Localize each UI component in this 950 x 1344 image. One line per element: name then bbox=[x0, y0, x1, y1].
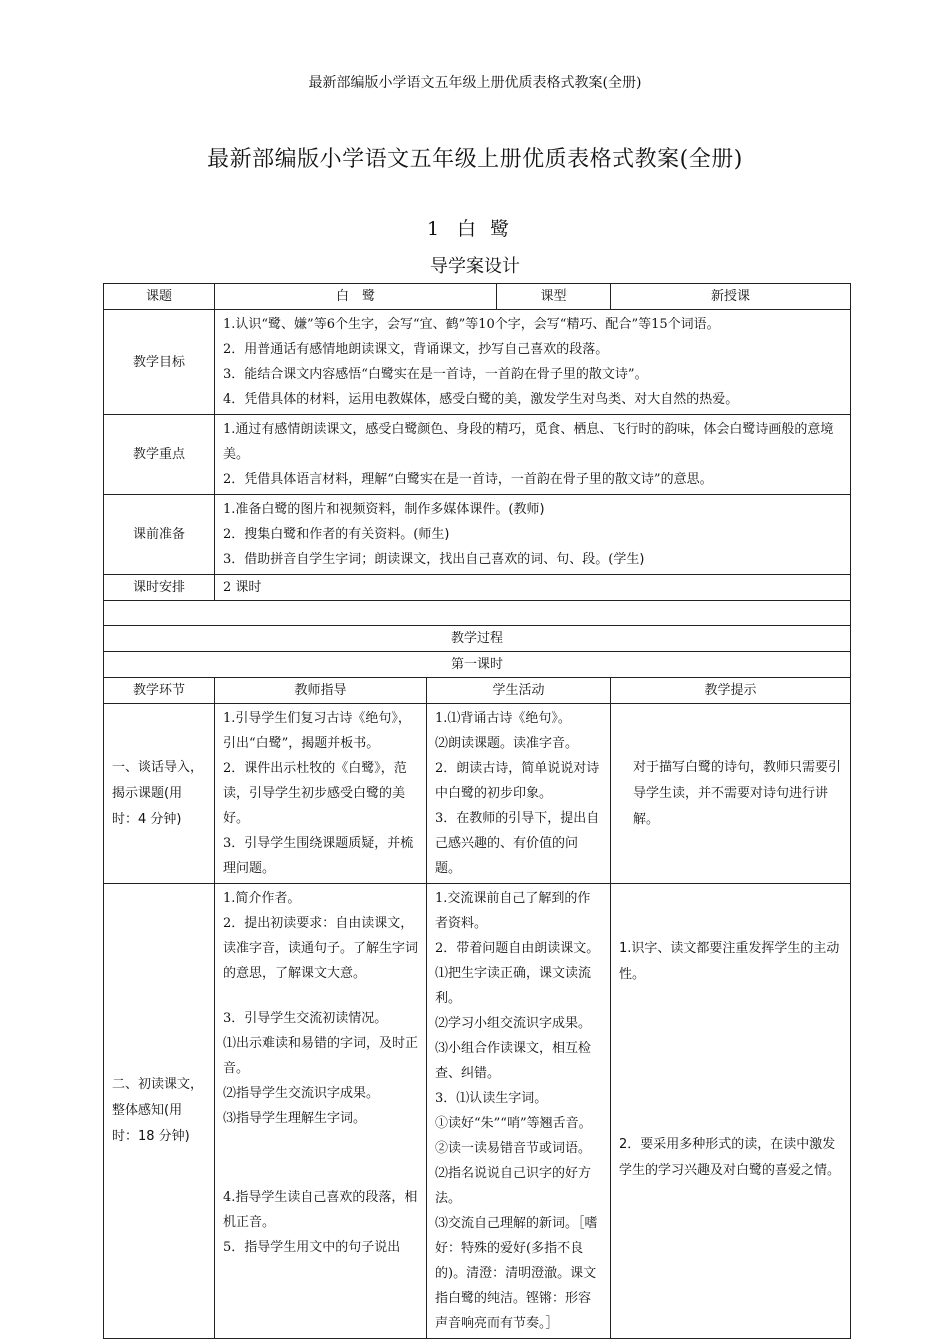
stage-name: 二、初读课文， 整体感知(用 时：18 分钟) bbox=[104, 884, 215, 1339]
student-item: ②读一读易错音节或词语。 bbox=[435, 1141, 592, 1156]
period-title: 第一课时 bbox=[104, 652, 851, 678]
student-item: ①读好“朱”“哨”等翘舌音。 bbox=[435, 1116, 592, 1131]
student-item: 2．带着问题自由朗读课文。 bbox=[435, 941, 600, 956]
teacher-item: ⑴出示难读和易错的字词，及时正音。 bbox=[223, 1036, 419, 1076]
student-item: ⑶小组合作读课文，相互检查、纠错。 bbox=[435, 1041, 592, 1081]
student-item: 1.⑴背诵古诗《绝句》。 bbox=[435, 711, 571, 726]
objective-item: 2．用普通话有感情地朗读课文，背诵课文，抄写自己喜欢的段落。 bbox=[223, 342, 609, 357]
topic-value: 白 鹭 bbox=[215, 284, 497, 310]
student-activity bbox=[427, 884, 611, 1339]
student-item: 3．在教师的引导下，提出自己感兴趣的、有价值的问题。 bbox=[435, 811, 600, 876]
teacher-item: 1.引导学生们复习古诗《绝句》，引出“白鹭”，揭题并板书。 bbox=[223, 711, 411, 751]
teacher-item: 2．提出初读要求：自由读课文，读准字音，读通句子。了解生字词的意思，了解课文大意。 bbox=[223, 916, 419, 981]
teaching-tip bbox=[611, 884, 851, 1339]
section-title: 导学案设计 bbox=[430, 256, 520, 277]
student-item: ⑶交流自己理解的新词。［嗜好：特殊的爱好(多指不良的)。清澄：清明澄澈。课文指白鹭的纯洁。铿锵：形容声音响亮而有节奏。］ bbox=[435, 1216, 598, 1331]
teacher-guidance bbox=[215, 884, 427, 1339]
prep-row bbox=[104, 495, 851, 575]
schedule-label: 课时安排 bbox=[104, 575, 215, 601]
student-activity bbox=[427, 704, 611, 884]
student-item: 2．朗读古诗，简单说说对诗中白鹭的初步印象。 bbox=[435, 761, 600, 801]
key-points-row bbox=[104, 415, 851, 495]
objectives-label: 教学目标 bbox=[104, 310, 215, 415]
lesson-name: 白鹭 bbox=[457, 218, 524, 240]
teacher-item: 4.指导学生读自己喜欢的段落，相机正音。 bbox=[223, 1190, 418, 1230]
schedule-row bbox=[104, 575, 851, 601]
key-point-item: 2．凭借具体语言材料，理解“白鹭实在是一首诗，一首韵在骨子里的散文诗”的意思。 bbox=[223, 472, 713, 487]
student-item: ⑵朗读课题。读准字音。 bbox=[435, 736, 579, 751]
objective-item: 1.认识“鹭、嫌”等6个生字，会写“宜、鹤”等10个字，会写“精巧、配合”等15个词语。 bbox=[223, 317, 720, 332]
type-label: 课型 bbox=[497, 284, 611, 310]
teacher-item: 3．引导学生围绕课题质疑，并梳理问题。 bbox=[223, 836, 414, 876]
column-header: 教学提示 bbox=[611, 678, 851, 704]
running-header: 最新部编版小学语文五年级上册优质表格式教案(全册) bbox=[308, 75, 642, 91]
objectives-content bbox=[215, 310, 851, 415]
period-title-row bbox=[104, 652, 851, 678]
column-header: 教学环节 bbox=[104, 678, 215, 704]
lesson-plan-table bbox=[103, 283, 851, 1339]
teacher-item: ⑵指导学生交流识字成果。 bbox=[223, 1086, 380, 1101]
process-title-row bbox=[104, 626, 851, 652]
topic-label: 课题 bbox=[104, 284, 215, 310]
student-item: ⑵学习小组交流识字成果。 bbox=[435, 1016, 592, 1031]
student-item: ⑵指名说说自己识字的好方法。 bbox=[435, 1166, 592, 1206]
topic-row bbox=[104, 284, 851, 310]
teacher-item: 1.简介作者。 bbox=[223, 891, 301, 906]
blank-cell bbox=[104, 601, 851, 626]
column-header: 学生活动 bbox=[427, 678, 611, 704]
stage-row bbox=[104, 704, 851, 884]
lesson-number: 1 bbox=[426, 218, 440, 240]
key-points-label: 教学重点 bbox=[104, 415, 215, 495]
schedule-value: 2 课时 bbox=[215, 575, 851, 601]
student-item: 1.交流课前自己了解到的作者资料。 bbox=[435, 891, 591, 931]
lesson-title bbox=[0, 214, 950, 241]
prep-item: 2．搜集白鹭和作者的有关资料。(师生) bbox=[223, 527, 450, 542]
stage-row bbox=[104, 884, 851, 1339]
student-item: ⑴把生字读正确，课文读流利。 bbox=[435, 966, 592, 1006]
document-title: 最新部编版小学语文五年级上册优质表格式教案(全册) bbox=[207, 147, 743, 172]
column-header: 教师指导 bbox=[215, 678, 427, 704]
column-header-row bbox=[104, 678, 851, 704]
prep-content bbox=[215, 495, 851, 575]
student-item: 3．⑴认读生字词。 bbox=[435, 1091, 548, 1106]
prep-label: 课前准备 bbox=[104, 495, 215, 575]
teaching-tip: 对于描写白鹭的诗句，教师只需要引导学生读，并不需要对诗句进行讲解。 bbox=[611, 704, 851, 884]
process-title: 教学过程 bbox=[104, 626, 851, 652]
prep-item: 1.准备白鹭的图片和视频资料，制作多媒体课件。(教师) bbox=[223, 502, 545, 517]
teacher-guidance bbox=[215, 704, 427, 884]
objectives-row bbox=[104, 310, 851, 415]
prep-item: 3．借助拼音自学生字词；朗读课文，找出自己喜欢的词、句、段。(学生) bbox=[223, 552, 645, 567]
objective-item: 3．能结合课文内容感悟“白鹭实在是一首诗，一首韵在骨子里的散文诗”。 bbox=[223, 367, 648, 382]
teacher-item: 3．引导学生交流初读情况。 bbox=[223, 1011, 388, 1026]
key-points-content bbox=[215, 415, 851, 495]
teacher-item: ⑶指导学生理解生字词。 bbox=[223, 1111, 367, 1126]
teacher-item: 2．课件出示杜牧的《白鹭》，范读，引导学生初步感受白鹭的美好。 bbox=[223, 761, 407, 826]
teacher-item: 5．指导学生用文中的句子说出 bbox=[223, 1240, 401, 1255]
blank-row bbox=[104, 601, 851, 626]
objective-item: 4．凭借具体的材料，运用电教媒体，感受白鹭的美，激发学生对鸟类、对大自然的热爱。 bbox=[223, 392, 739, 407]
key-point-item: 1.通过有感情朗读课文，感受白鹭颜色、身段的精巧，觅食、栖息、飞行时的韵味，体会白鹭诗画般的意境美。 bbox=[223, 422, 834, 462]
tip-item: 2．要采用多种形式的读，在读中激发学生的学习兴趣及对白鹭的喜爱之情。 bbox=[619, 1137, 841, 1178]
tip-item: 1.识字、读文都要注重发挥学生的主动性。 bbox=[619, 941, 840, 982]
type-value: 新授课 bbox=[611, 284, 851, 310]
stage-name: 一、谈话导入， 揭示课题(用 时：4 分钟) bbox=[104, 704, 215, 884]
